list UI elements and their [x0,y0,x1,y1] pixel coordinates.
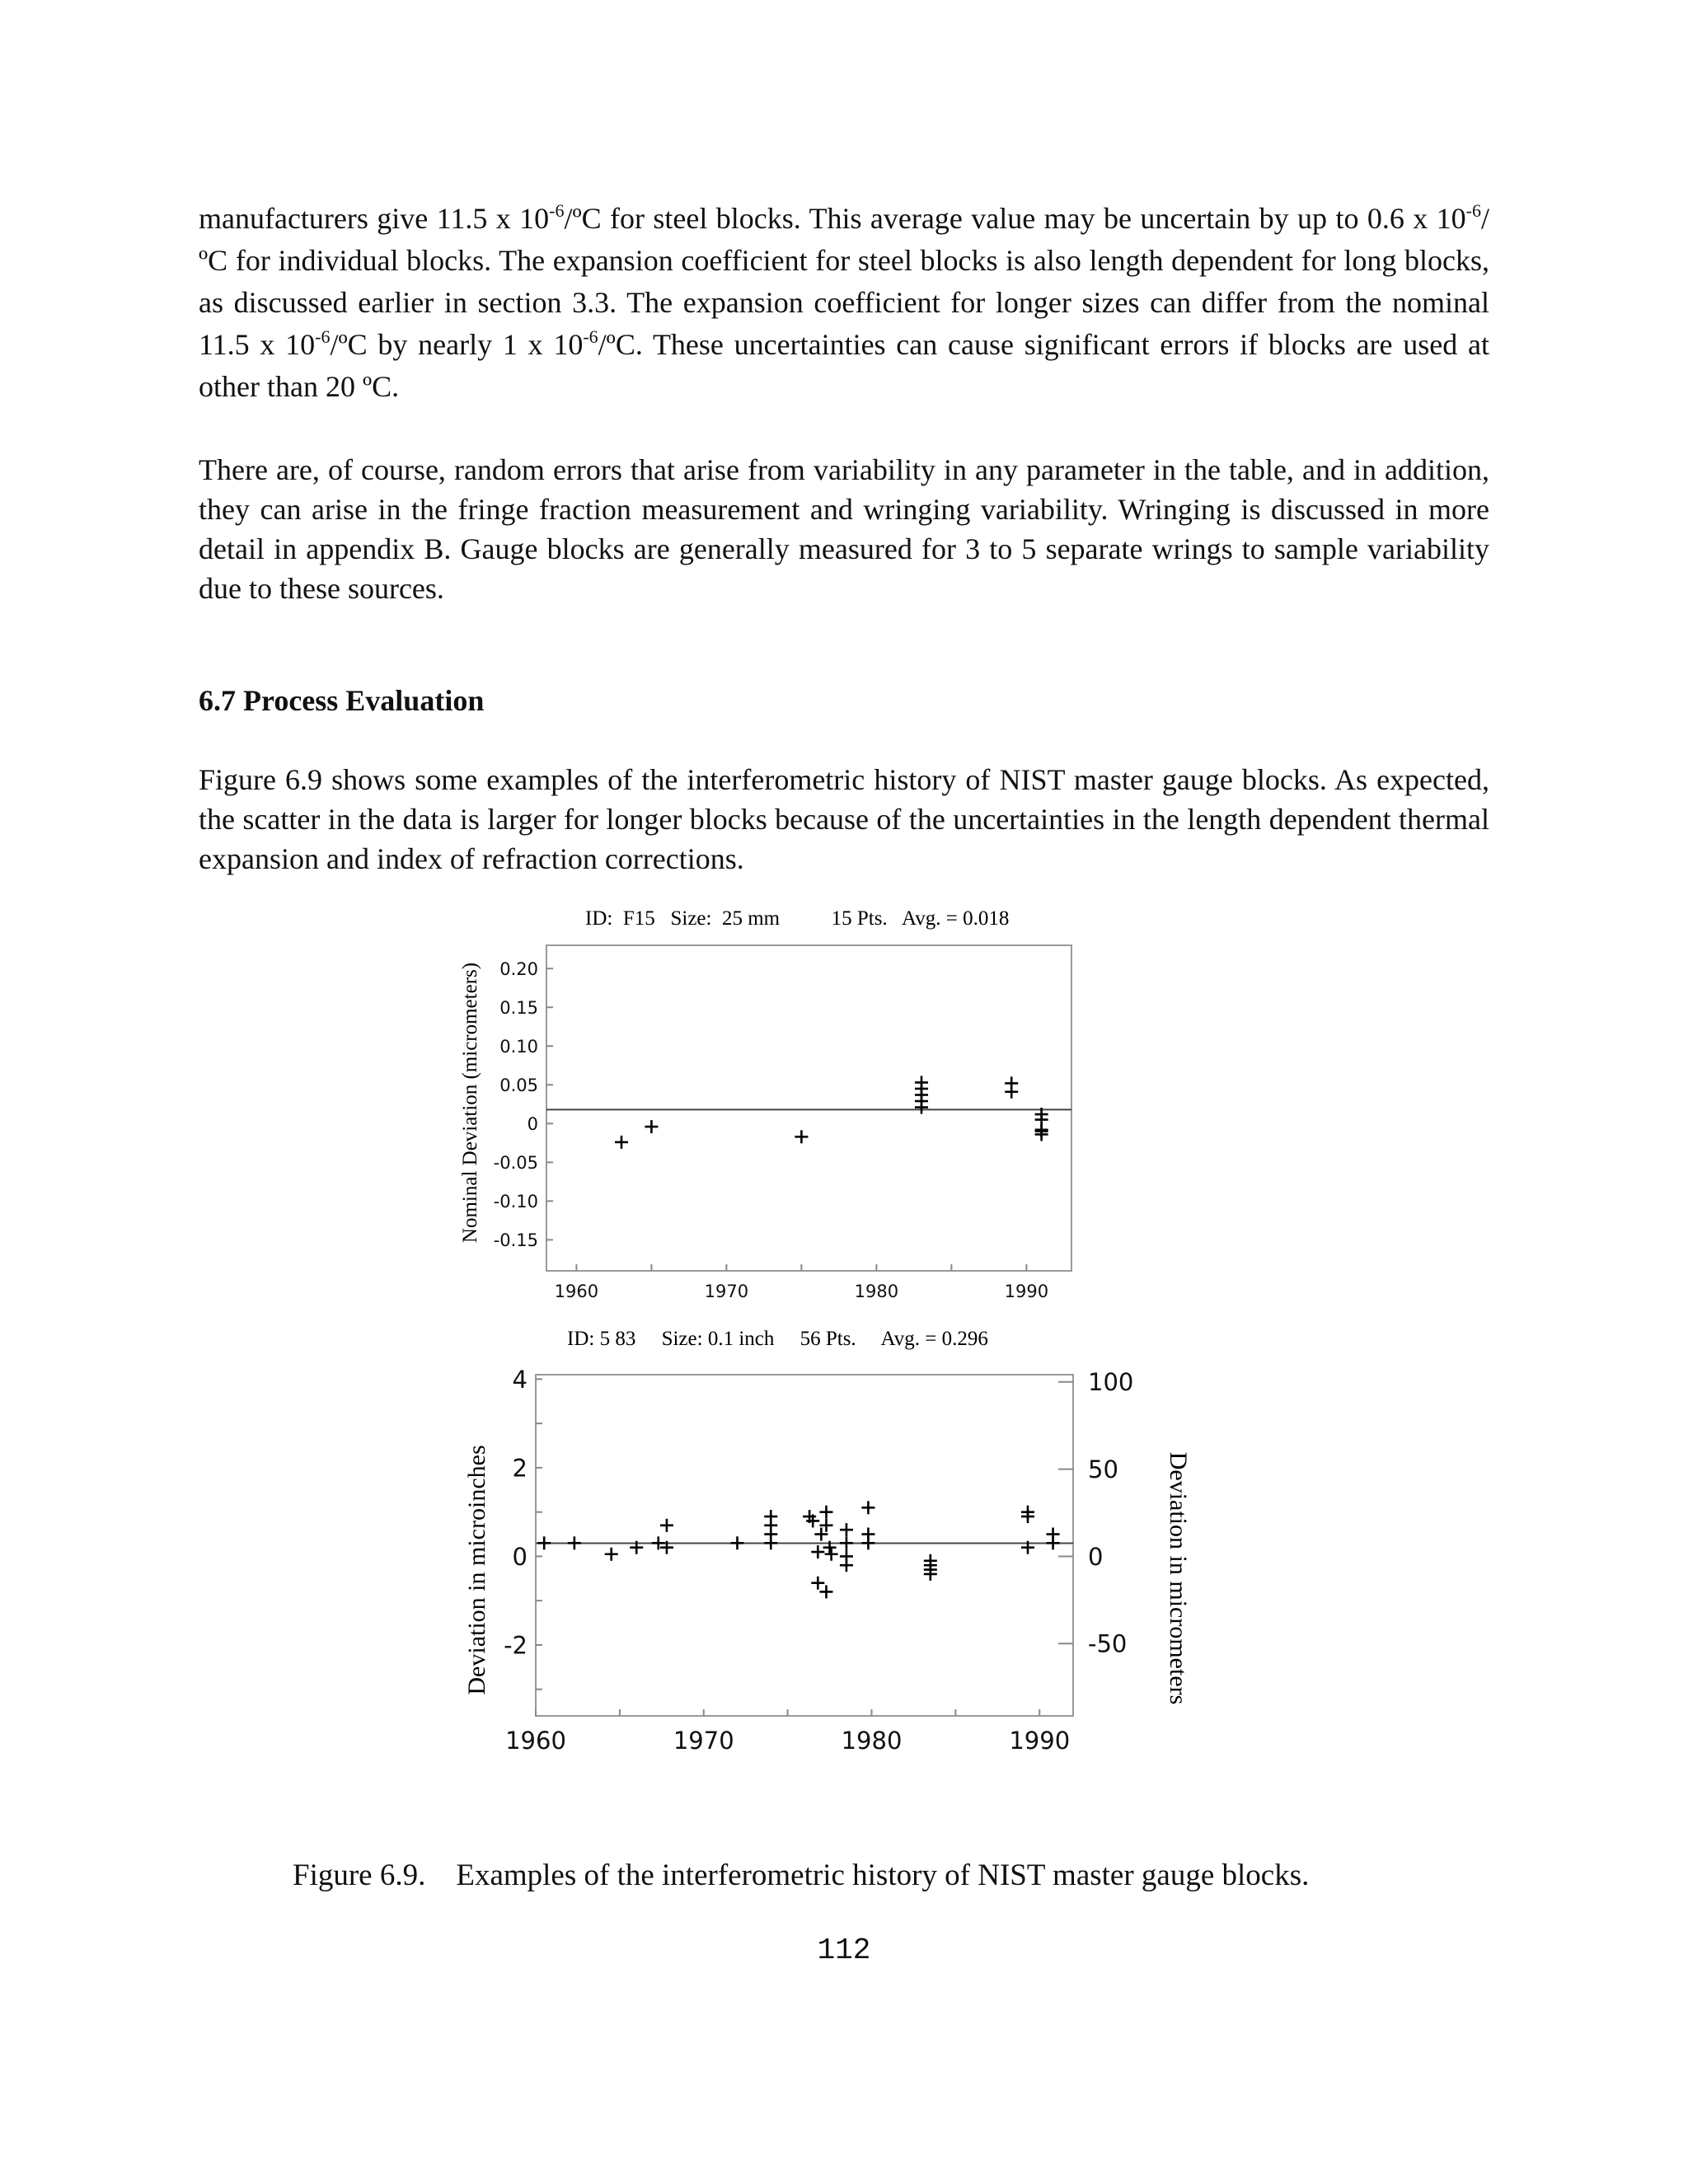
chart-bottom-point [568,1536,581,1549]
chart-bottom-right-ytick-label: -50 [1088,1629,1128,1658]
page-number: 112 [817,1933,871,1967]
chart-top-ytick-label: 0.10 [499,1036,538,1057]
chart-top-title: ID: F15 Size: 25 mm 15 Pts. Avg. = 0.018 [585,907,1010,930]
chart-top-ytick-label: -0.15 [493,1230,538,1250]
p1-text-1: manufacturers give 11.5 x 10 [199,202,550,235]
chart-bottom-point [811,1577,824,1590]
chart-bottom-point [840,1523,853,1536]
p1-text-3: /ºC for individual blocks. The expansion coefficient for steel blocks is also length dependent for long blocks, as discussed earlier in section 3.3. The expansion coefficient for longer sizes can differ from the nominal 11.5 x 10 [199,202,1489,361]
chart-bottom-point [840,1536,853,1549]
chart-bottom-point [764,1536,777,1549]
p1-exponent-1: -6 [549,200,565,221]
chart-bottom-xtick-label: 1960 [505,1727,566,1755]
chart-bottom-right-ytick-label: 100 [1088,1368,1134,1397]
chart-top-ytick-label: 0 [527,1113,538,1134]
figure-caption: Figure 6.9. Examples of the interferometric history of NIST master gauge blocks. [293,1858,1310,1892]
chart-top-point [1005,1085,1018,1099]
p1-exponent-4: -6 [583,326,598,347]
chart-bottom-point [840,1558,853,1572]
chart-bottom-xtick-label: 1980 [841,1727,903,1755]
chart-top-point [795,1130,808,1143]
chart-bottom-ytick-label: -2 [504,1631,528,1660]
chart-top [459,907,1071,1301]
p1-text-2: /ºC for steel blocks. This average value may be uncertain by up to 0.6 x 10 [564,202,1466,235]
chart-top-xtick-label: 1980 [854,1282,899,1301]
chart-bottom-point [537,1536,551,1549]
chart-bottom-ytick-label: 0 [512,1542,528,1571]
chart-bottom-point [819,1585,832,1598]
chart-bottom-point [731,1536,744,1549]
chart-bottom-point [819,1506,832,1519]
chart-bottom-point [861,1536,874,1549]
section-heading: 6.7 Process Evaluation [199,684,485,717]
chart-bottom-point [660,1519,673,1532]
chart-bottom-point [605,1548,618,1561]
chart-top-point [645,1120,658,1133]
p1-text-5: /ºC. These uncertainties can cause significant errors if blocks are used at other than 20 ºC. [199,328,1489,403]
chart-bottom-point [825,1548,838,1561]
chart-top-point [615,1136,628,1149]
chart-bottom-right-ytick-label: 0 [1088,1542,1104,1571]
chart-top-ytick-label: -0.10 [493,1191,538,1212]
paragraph-2: There are, of course, random errors that arise from variability in any parameter in the table, and in addition, they can arise in the fringe fraction measurement and wringing variability. Wringing is discussed in more detail in appendix B. Gauge blocks are generally measured for 3 to 5 separate wrings to sample variability due to these sources. [199,453,1489,605]
chart-bottom-xtick-label: 1970 [673,1727,734,1755]
p1-text-4: /ºC by nearly 1 x 10 [330,328,584,361]
chart-top-ylabel: Nominal Deviation (micrometers) [459,962,481,1244]
chart-top-point [915,1101,928,1114]
chart-bottom-ytick-label: 2 [512,1454,528,1483]
chart-top-ytick-label: 0.15 [499,997,538,1018]
chart-bottom-ylabel-right: Deviation in micrometers [1165,1451,1192,1705]
chart-top-xtick-label: 1990 [1004,1282,1049,1301]
chart-top-ytick-label: 0.05 [499,1075,538,1095]
chart-top-frame [546,945,1071,1271]
chart-bottom-point [861,1501,874,1514]
chart-top-ytick-label: 0.20 [499,958,538,979]
chart-top-point [1035,1125,1048,1138]
chart-top-xtick-label: 1970 [704,1282,749,1301]
chart-bottom-frame [536,1375,1073,1716]
chart-bottom-point [1047,1536,1060,1549]
chart-top-ytick-label: -0.05 [493,1152,538,1173]
chart-bottom-point [811,1545,824,1558]
chart-bottom-xtick-label: 1990 [1009,1727,1071,1755]
chart-bottom [463,1328,1192,1755]
chart-bottom-ytick-label: 4 [512,1365,528,1394]
paragraph-3: Figure 6.9 shows some examples of the interferometric history of NIST master gauge blocks. As expected, the scatter in the data is larger for longer blocks because of the uncertainties in the length dependent thermal expansion and index of refraction corrections. [199,763,1489,875]
chart-bottom-ylabel: Deviation in microinches [463,1445,490,1695]
chart-top-xtick-label: 1960 [554,1282,599,1301]
chart-bottom-title: ID: 5 83 Size: 0.1 inch 56 Pts. Avg. = 0.296 [567,1328,988,1350]
p1-exponent-2: -6 [1465,200,1481,221]
chart-bottom-right-ytick-label: 50 [1088,1455,1118,1484]
p1-exponent-3: -6 [315,326,331,347]
